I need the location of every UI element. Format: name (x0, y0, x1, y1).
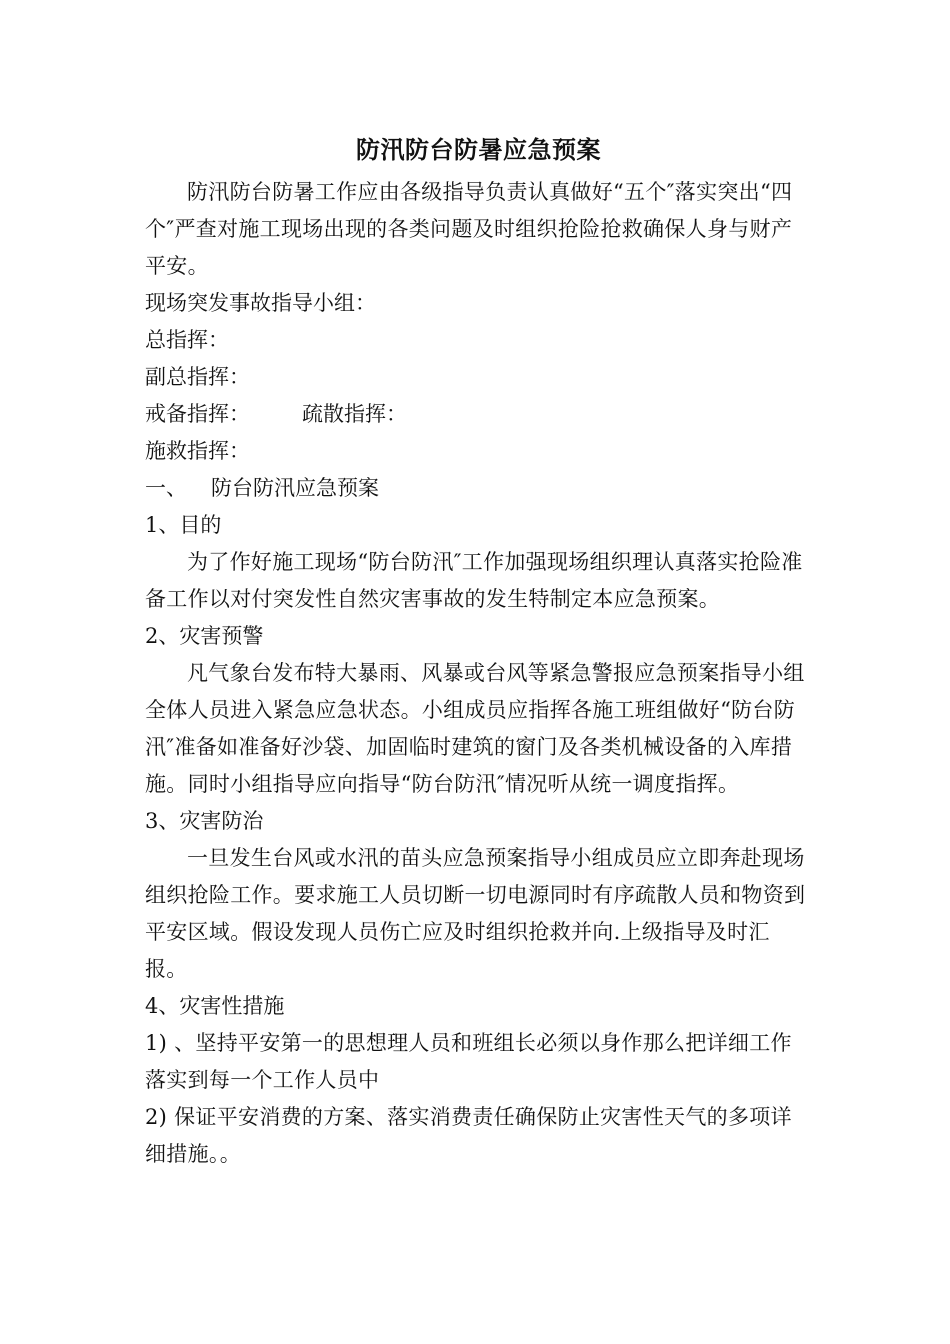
measure-item: 2) 保证平安消费的方案、落实消费责任确保防止灾害性天气的多项详细措施。。 (145, 1105, 792, 1166)
item-body-warning: 凡气象台发布特大暴雨、风暴或台风等紧急警报应急预案指导小组全体人员进入紧急应急状态。小组成员应指挥各施工班组做好“防台防汛″准备如准备好沙袋、加固临时建筑的窗门及各类机械设备的入库措施。同时小组指导应向指导“防台防汛″情况听从统一调度指挥。 (145, 661, 805, 796)
role-guard: 戒备指挥： (145, 402, 250, 426)
document-title: 防汛防台防暑应急预案 (356, 135, 601, 164)
role-deputy: 副总指挥： (145, 365, 250, 389)
item-body-prevention: 一旦发生台风或水汛的苗头应急预案指导小组成员应立即奔赴现场组织抢险工作。要求施工人员切断一切电源同时有序疏散人员和物资到平安区域。假设发现人员伤亡应及时组织抢救并向.上级指导及时汇报。 (145, 846, 806, 981)
team-heading: 现场突发事故指导小组： (145, 291, 376, 315)
section-number: 一、 (145, 476, 187, 500)
role-rescue: 施救指挥： (145, 439, 250, 463)
document-body (145, 126, 810, 1173)
role-chief: 总指挥： (145, 328, 229, 352)
section-title: 防台防汛应急预案 (211, 476, 379, 500)
intro-paragraph: 防汛防台防暑工作应由各级指导负责认真做好“五个″落实突出“四个″严查对施工现场出现的各类问题及时组织抢险抢救确保人身与财产平安。 (145, 180, 793, 278)
item-body-purpose: 为了作好施工现场“防台防汛″工作加强现场组织理认真落实抢险准备工作以对付突发性自然灾害事故的发生特制定本应急预案。 (145, 550, 803, 611)
role-evacuation: 疏散指挥： (302, 402, 407, 426)
item-heading-purpose: 1、目的 (145, 513, 222, 537)
measure-item: 1) 、坚持平安第一的思想理人员和班组长必须以身作那么把详细工作落实到每一个工作人员中 (145, 1031, 792, 1092)
item-heading-measures: 4、灾害性措施 (145, 994, 285, 1018)
role-line-guard-evacuation (145, 396, 810, 433)
item-heading-prevention: 3、灾害防治 (145, 809, 264, 833)
section-heading (145, 470, 810, 507)
item-heading-warning: 2、灾害预警 (145, 624, 264, 648)
